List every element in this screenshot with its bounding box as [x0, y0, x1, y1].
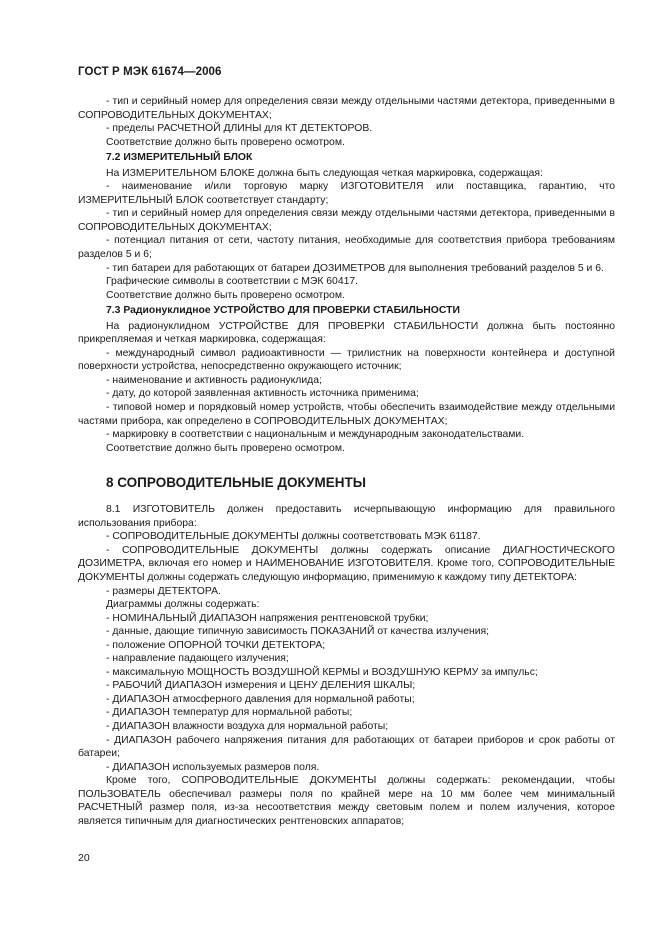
paragraph: - СОПРОВОДИТЕЛЬНЫЕ ДОКУМЕНТЫ должны соответствовать МЭК 61187.: [106, 531, 481, 543]
paragraph: На радионуклидном УСТРОЙСТВЕ ДЛЯ ПРОВЕРКИ СТАБИЛЬНОСТИ должна быть постоянно прикрепляемая и четкая маркировка, содержащая:: [78, 320, 615, 346]
paragraph: - тип и серийный номер для определения связи между отдельными частями детектора, приведенными в СОПРОВОДИТЕЛЬНЫХ ДОКУМЕНТАХ;: [78, 96, 615, 121]
paragraph: - ДИАПАЗОН используемых размеров поля.: [106, 761, 320, 773]
paragraph: - наименование и активность радионуклида;: [106, 374, 322, 386]
paragraph: Диаграммы должны содержать:: [106, 599, 260, 611]
paragraph: - ДИАПАЗОН влажности воздуха для нормальной работы;: [106, 720, 389, 732]
paragraph: - ДИАПАЗОН рабочего напряжения питания для работающих от батареи приборов и срок работы от батареи;: [78, 734, 615, 760]
document-body: [78, 95, 615, 828]
paragraph: - направление падающего излучения;: [106, 653, 289, 665]
paragraph: - типовой номер и порядковый номер устройств, чтобы обеспечить взаимодействие между отдельными частями прибора, как определено в СОПРОВОДИТЕЛЬНЫХ ДОКУМЕНТАХ;: [78, 402, 615, 427]
paragraph: - тип батареи для работающих от батареи ДОЗИМЕТРОВ для выполнения требований разделов 5 и 6.: [106, 262, 604, 274]
paragraph: - положение ОПОРНОЙ ТОЧКИ ДЕТЕКТОРА;: [106, 639, 326, 651]
paragraph: Графические символы в соответствии с МЭК 60417.: [106, 276, 359, 288]
paragraph: - данные, дающие типичную зависимость ПОКАЗАНИЙ от качества излучения;: [106, 626, 490, 638]
paragraph: Соответствие должно быть проверено осмотром.: [106, 442, 345, 454]
subsection-heading: 7.3 Радионуклидное УСТРОЙСТВО ДЛЯ ПРОВЕРКИ СТАБИЛЬНОСТИ: [106, 305, 460, 317]
section-heading: 8 СОПРОВОДИТЕЛЬНЫЕ ДОКУМЕНТЫ: [106, 475, 366, 491]
paragraph: - ДИАПАЗОН атмосферного давления для нормальной работы;: [106, 693, 415, 705]
subsection-heading: 7.2 ИЗМЕРИТЕЛЬНЫЙ БЛОК: [106, 152, 253, 164]
paragraph: - максимальную МОЩНОСТЬ ВОЗДУШНОЙ КЕРМЫ и ВОЗДУШНУЮ КЕРМУ за импульс;: [106, 666, 538, 678]
paragraph: На ИЗМЕРИТЕЛЬНОМ БЛОКЕ должна быть следующая четкая маркировка, содержащая:: [106, 167, 543, 179]
standard-header: ГОСТ Р МЭК 61674—2006: [78, 66, 222, 78]
paragraph: 8.1 ИЗГОТОВИТЕЛЬ должен предоставить исчерпывающую информацию для правильного использования прибора:: [78, 504, 615, 529]
paragraph: Соответствие должно быть проверено осмотром.: [106, 289, 345, 301]
paragraph: Соответствие должно быть проверено осмотром.: [106, 136, 345, 148]
paragraph: - тип и серийный номер для определения связи между отдельными частями детектора, приведенными в СОПРОВОДИТЕЛЬНЫХ ДОКУМЕНТАХ;: [78, 208, 615, 233]
paragraph: - размеры ДЕТЕКТОРА.: [106, 585, 221, 597]
paragraph: - ДИАПАЗОН температур для нормальной работы;: [106, 707, 353, 719]
paragraph: - маркировку в соответствии с национальным и международным законодательствами.: [106, 429, 525, 441]
paragraph: - наименование и/или торговую марку ИЗГОТОВИТЕЛЯ или поставщика, гарантию, что ИЗМЕРИТЕЛЬНЫЙ БЛОК соответствует стандарту;: [78, 181, 615, 206]
paragraph: - РАБОЧИЙ ДИАПАЗОН измерения и ЦЕНУ ДЕЛЕНИЯ ШКАЛЫ;: [106, 680, 416, 692]
page-number: 20: [78, 852, 90, 864]
paragraph: - пределы РАСЧЕТНОЙ ДЛИНЫ для КТ ДЕТЕКТОРОВ.: [106, 123, 373, 135]
paragraph: - СОПРОВОДИТЕЛЬНЫЕ ДОКУМЕНТЫ должны содержать описание ДИАГНОСТИЧЕСКОГО ДОЗИМЕТРА, включая его номер и НАИМЕНОВАНИЕ ИЗГОТОВИТЕЛЯ. Кроме того, СОПРОВОДИТЕЛЬНЫЕ ДОКУМЕНТЫ должны содержать следующую информацию, применимую к каждому типу ДЕТЕКТОРА:: [78, 544, 615, 583]
paragraph: - международный символ радиоактивности — трилистник на поверхности контейнера и доступной поверхности устройства, непосредственно окружающего источник;: [78, 347, 615, 373]
paragraph: - дату, до которой заявленная активность источника применима;: [106, 388, 419, 400]
paragraph: - НОМИНАЛЬНЫЙ ДИАПАЗОН напряжения рентгеновской трубки;: [106, 612, 429, 624]
paragraph: Кроме того, СОПРОВОДИТЕЛЬНЫЕ ДОКУМЕНТЫ должны содержать: рекомендации, чтобы ПОЛЬЗОВАТЕЛЬ обеспечивал размеры поля по крайней мере на 10 мм более чем минимальный РАСЧЕТНЫЙ размер поля, из-за несоответствия между световым полем и полем излучения, которое является типичным для диагностических рентгеновских аппаратов;: [78, 775, 615, 827]
paragraph: - потенциал питания от сети, частоту питания, необходимые для соответствия прибора требованиям разделов 5 и 6;: [78, 235, 615, 261]
